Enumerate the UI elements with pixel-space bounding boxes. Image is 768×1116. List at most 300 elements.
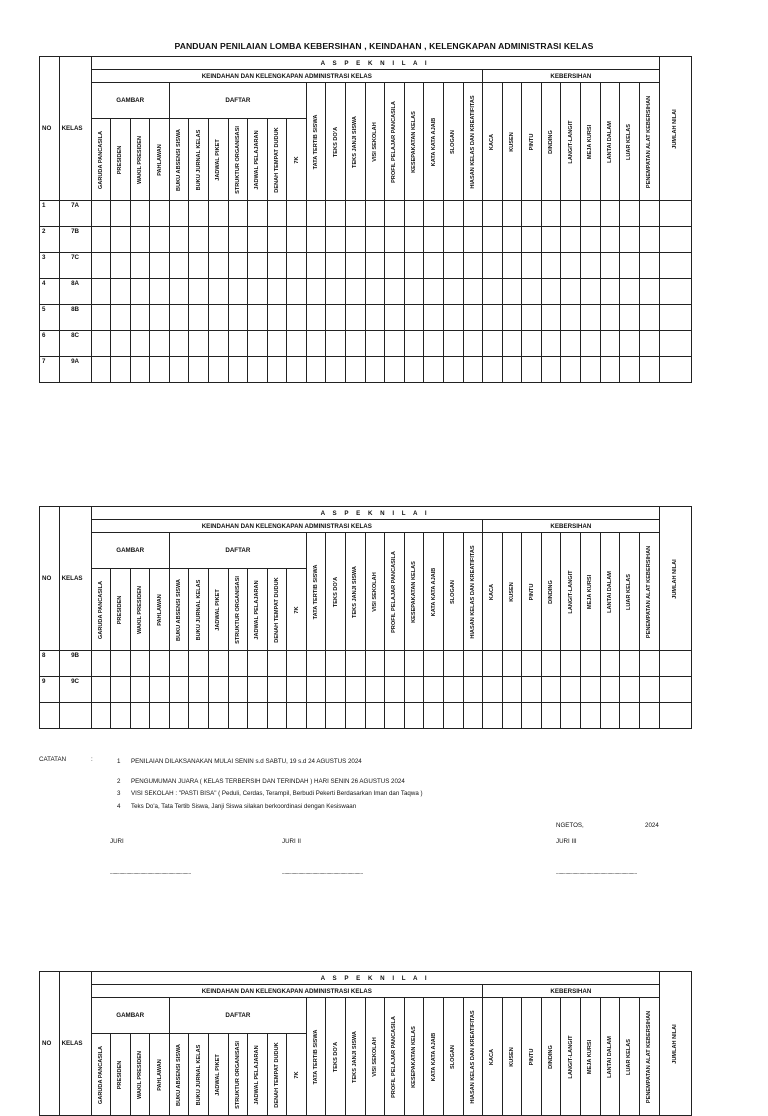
score-cell[interactable] [600, 677, 620, 703]
score-cell[interactable] [463, 703, 483, 729]
score-cell[interactable] [209, 357, 229, 383]
score-cell[interactable] [365, 331, 385, 357]
score-cell[interactable] [91, 677, 111, 703]
score-cell[interactable] [111, 703, 131, 729]
score-cell[interactable] [130, 201, 150, 227]
score-cell[interactable] [287, 201, 307, 227]
score-cell[interactable] [326, 331, 346, 357]
score-cell[interactable] [189, 279, 209, 305]
score-cell[interactable] [228, 201, 248, 227]
score-cell[interactable] [228, 305, 248, 331]
score-cell[interactable] [541, 227, 561, 253]
score-cell[interactable] [483, 253, 503, 279]
score-cell[interactable] [248, 227, 268, 253]
score-cell[interactable] [287, 253, 307, 279]
score-cell[interactable] [580, 279, 600, 305]
score-cell[interactable] [443, 201, 463, 227]
score-cell[interactable] [522, 677, 542, 703]
score-cell[interactable] [248, 305, 268, 331]
score-cell[interactable] [385, 227, 405, 253]
score-cell[interactable] [541, 357, 561, 383]
score-cell[interactable] [541, 253, 561, 279]
score-cell[interactable] [209, 279, 229, 305]
score-cell[interactable] [130, 279, 150, 305]
score-cell[interactable] [91, 279, 111, 305]
score-cell[interactable] [150, 677, 170, 703]
score-cell[interactable] [248, 651, 268, 677]
score-cell[interactable] [541, 651, 561, 677]
score-cell[interactable] [424, 677, 444, 703]
score-cell[interactable] [483, 651, 503, 677]
score-cell[interactable] [228, 331, 248, 357]
score-cell[interactable] [365, 227, 385, 253]
score-cell[interactable] [541, 703, 561, 729]
score-cell[interactable] [502, 331, 522, 357]
score-cell[interactable] [248, 253, 268, 279]
score-cell[interactable] [561, 227, 581, 253]
score-cell[interactable] [150, 305, 170, 331]
score-cell[interactable] [580, 703, 600, 729]
score-cell[interactable] [620, 253, 640, 279]
score-cell[interactable] [209, 305, 229, 331]
score-cell[interactable] [111, 227, 131, 253]
score-cell[interactable] [659, 201, 691, 227]
score-cell[interactable] [580, 357, 600, 383]
score-cell[interactable] [228, 253, 248, 279]
score-cell[interactable] [365, 651, 385, 677]
score-cell[interactable] [541, 305, 561, 331]
score-cell[interactable] [443, 331, 463, 357]
score-cell[interactable] [659, 279, 691, 305]
score-cell[interactable] [287, 357, 307, 383]
score-cell[interactable] [541, 677, 561, 703]
score-cell[interactable] [248, 279, 268, 305]
score-cell[interactable] [502, 305, 522, 331]
score-cell[interactable] [306, 253, 326, 279]
score-cell[interactable] [620, 305, 640, 331]
score-cell[interactable] [463, 331, 483, 357]
score-cell[interactable] [326, 227, 346, 253]
score-cell[interactable] [228, 703, 248, 729]
score-cell[interactable] [424, 357, 444, 383]
score-cell[interactable] [365, 201, 385, 227]
score-cell[interactable] [424, 703, 444, 729]
score-cell[interactable] [365, 357, 385, 383]
score-cell[interactable] [306, 651, 326, 677]
score-cell[interactable] [443, 305, 463, 331]
score-cell[interactable] [600, 305, 620, 331]
score-cell[interactable] [424, 331, 444, 357]
score-cell[interactable] [346, 201, 366, 227]
score-cell[interactable] [385, 677, 405, 703]
score-cell[interactable] [169, 253, 189, 279]
score-cell[interactable] [150, 331, 170, 357]
score-cell[interactable] [424, 253, 444, 279]
score-cell[interactable] [463, 677, 483, 703]
score-cell[interactable] [111, 279, 131, 305]
score-cell[interactable] [463, 651, 483, 677]
score-cell[interactable] [326, 703, 346, 729]
score-cell[interactable] [346, 279, 366, 305]
score-cell[interactable] [483, 201, 503, 227]
score-cell[interactable] [111, 651, 131, 677]
score-cell[interactable] [404, 677, 424, 703]
score-cell[interactable] [600, 331, 620, 357]
score-cell[interactable] [130, 357, 150, 383]
score-cell[interactable] [424, 201, 444, 227]
score-cell[interactable] [600, 201, 620, 227]
score-cell[interactable] [267, 357, 287, 383]
score-cell[interactable] [326, 279, 346, 305]
score-cell[interactable] [404, 253, 424, 279]
score-cell[interactable] [502, 201, 522, 227]
score-cell[interactable] [248, 201, 268, 227]
score-cell[interactable] [443, 651, 463, 677]
score-cell[interactable] [111, 357, 131, 383]
score-cell[interactable] [659, 227, 691, 253]
score-cell[interactable] [267, 651, 287, 677]
score-cell[interactable] [502, 651, 522, 677]
score-cell[interactable] [424, 227, 444, 253]
score-cell[interactable] [639, 227, 659, 253]
score-cell[interactable] [326, 357, 346, 383]
score-cell[interactable] [248, 677, 268, 703]
score-cell[interactable] [404, 227, 424, 253]
score-cell[interactable] [522, 253, 542, 279]
score-cell[interactable] [209, 201, 229, 227]
score-cell[interactable] [620, 227, 640, 253]
score-cell[interactable] [561, 201, 581, 227]
score-cell[interactable] [483, 331, 503, 357]
score-cell[interactable] [502, 703, 522, 729]
score-cell[interactable] [91, 331, 111, 357]
score-cell[interactable] [111, 677, 131, 703]
score-cell[interactable] [580, 677, 600, 703]
score-cell[interactable] [169, 305, 189, 331]
score-cell[interactable] [130, 253, 150, 279]
score-cell[interactable] [385, 279, 405, 305]
score-cell[interactable] [600, 279, 620, 305]
score-cell[interactable] [150, 201, 170, 227]
score-cell[interactable] [365, 253, 385, 279]
score-cell[interactable] [169, 227, 189, 253]
score-cell[interactable] [346, 253, 366, 279]
score-cell[interactable] [326, 201, 346, 227]
score-cell[interactable] [267, 305, 287, 331]
score-cell[interactable] [522, 305, 542, 331]
score-cell[interactable] [659, 651, 691, 677]
score-cell[interactable] [659, 703, 691, 729]
score-cell[interactable] [306, 227, 326, 253]
score-cell[interactable] [287, 331, 307, 357]
score-cell[interactable] [111, 253, 131, 279]
score-cell[interactable] [111, 305, 131, 331]
score-cell[interactable] [306, 357, 326, 383]
score-cell[interactable] [287, 305, 307, 331]
score-cell[interactable] [169, 201, 189, 227]
score-cell[interactable] [365, 279, 385, 305]
score-cell[interactable] [346, 677, 366, 703]
score-cell[interactable] [111, 331, 131, 357]
score-cell[interactable] [580, 305, 600, 331]
score-cell[interactable] [130, 331, 150, 357]
score-cell[interactable] [404, 703, 424, 729]
score-cell[interactable] [463, 357, 483, 383]
score-cell[interactable] [306, 677, 326, 703]
score-cell[interactable] [209, 227, 229, 253]
score-cell[interactable] [463, 201, 483, 227]
score-cell[interactable] [346, 227, 366, 253]
score-cell[interactable] [306, 703, 326, 729]
score-cell[interactable] [306, 305, 326, 331]
score-cell[interactable] [150, 279, 170, 305]
score-cell[interactable] [228, 227, 248, 253]
score-cell[interactable] [404, 279, 424, 305]
score-cell[interactable] [463, 279, 483, 305]
score-cell[interactable] [346, 305, 366, 331]
score-cell[interactable] [169, 677, 189, 703]
score-cell[interactable] [483, 703, 503, 729]
score-cell[interactable] [91, 253, 111, 279]
score-cell[interactable] [463, 305, 483, 331]
score-cell[interactable] [404, 651, 424, 677]
score-cell[interactable] [580, 227, 600, 253]
score-cell[interactable] [346, 357, 366, 383]
score-cell[interactable] [287, 227, 307, 253]
score-cell[interactable] [228, 357, 248, 383]
score-cell[interactable] [326, 677, 346, 703]
score-cell[interactable] [169, 651, 189, 677]
score-cell[interactable] [385, 703, 405, 729]
score-cell[interactable] [600, 357, 620, 383]
score-cell[interactable] [620, 677, 640, 703]
score-cell[interactable] [639, 357, 659, 383]
score-cell[interactable] [91, 227, 111, 253]
score-cell[interactable] [620, 651, 640, 677]
score-cell[interactable] [639, 703, 659, 729]
score-cell[interactable] [639, 201, 659, 227]
score-cell[interactable] [385, 331, 405, 357]
score-cell[interactable] [91, 305, 111, 331]
score-cell[interactable] [306, 331, 326, 357]
score-cell[interactable] [561, 279, 581, 305]
score-cell[interactable] [620, 331, 640, 357]
score-cell[interactable] [639, 651, 659, 677]
score-cell[interactable] [502, 677, 522, 703]
score-cell[interactable] [600, 253, 620, 279]
score-cell[interactable] [404, 331, 424, 357]
score-cell[interactable] [91, 201, 111, 227]
score-cell[interactable] [522, 331, 542, 357]
score-cell[interactable] [580, 651, 600, 677]
score-cell[interactable] [209, 253, 229, 279]
score-cell[interactable] [365, 703, 385, 729]
score-cell[interactable] [541, 331, 561, 357]
score-cell[interactable] [639, 279, 659, 305]
score-cell[interactable] [443, 279, 463, 305]
score-cell[interactable] [580, 201, 600, 227]
score-cell[interactable] [600, 651, 620, 677]
score-cell[interactable] [365, 677, 385, 703]
score-cell[interactable] [267, 331, 287, 357]
score-cell[interactable] [209, 651, 229, 677]
score-cell[interactable] [561, 331, 581, 357]
score-cell[interactable] [267, 201, 287, 227]
score-cell[interactable] [267, 279, 287, 305]
score-cell[interactable] [620, 703, 640, 729]
score-cell[interactable] [561, 305, 581, 331]
score-cell[interactable] [385, 651, 405, 677]
score-cell[interactable] [443, 357, 463, 383]
score-cell[interactable] [150, 651, 170, 677]
score-cell[interactable] [346, 651, 366, 677]
score-cell[interactable] [189, 227, 209, 253]
score-cell[interactable] [404, 357, 424, 383]
score-cell[interactable] [443, 253, 463, 279]
score-cell[interactable] [463, 253, 483, 279]
score-cell[interactable] [600, 703, 620, 729]
score-cell[interactable] [522, 201, 542, 227]
score-cell[interactable] [561, 677, 581, 703]
score-cell[interactable] [130, 703, 150, 729]
score-cell[interactable] [209, 677, 229, 703]
score-cell[interactable] [130, 651, 150, 677]
score-cell[interactable] [91, 703, 111, 729]
score-cell[interactable] [189, 651, 209, 677]
score-cell[interactable] [659, 677, 691, 703]
score-cell[interactable] [365, 305, 385, 331]
score-cell[interactable] [346, 703, 366, 729]
score-cell[interactable] [639, 305, 659, 331]
score-cell[interactable] [130, 227, 150, 253]
score-cell[interactable] [150, 703, 170, 729]
score-cell[interactable] [228, 677, 248, 703]
score-cell[interactable] [228, 651, 248, 677]
score-cell[interactable] [620, 357, 640, 383]
score-cell[interactable] [91, 651, 111, 677]
score-cell[interactable] [659, 331, 691, 357]
score-cell[interactable] [463, 227, 483, 253]
score-cell[interactable] [659, 357, 691, 383]
score-cell[interactable] [561, 703, 581, 729]
score-cell[interactable] [248, 331, 268, 357]
score-cell[interactable] [189, 305, 209, 331]
score-cell[interactable] [639, 331, 659, 357]
score-cell[interactable] [561, 651, 581, 677]
score-cell[interactable] [639, 253, 659, 279]
score-cell[interactable] [385, 305, 405, 331]
score-cell[interactable] [189, 253, 209, 279]
score-cell[interactable] [346, 331, 366, 357]
score-cell[interactable] [189, 331, 209, 357]
score-cell[interactable] [287, 703, 307, 729]
score-cell[interactable] [659, 305, 691, 331]
score-cell[interactable] [522, 651, 542, 677]
score-cell[interactable] [150, 357, 170, 383]
score-cell[interactable] [248, 703, 268, 729]
score-cell[interactable] [443, 677, 463, 703]
score-cell[interactable] [385, 201, 405, 227]
score-cell[interactable] [580, 331, 600, 357]
score-cell[interactable] [443, 227, 463, 253]
score-cell[interactable] [522, 703, 542, 729]
score-cell[interactable] [483, 677, 503, 703]
score-cell[interactable] [169, 357, 189, 383]
score-cell[interactable] [659, 253, 691, 279]
score-cell[interactable] [561, 253, 581, 279]
score-cell[interactable] [502, 279, 522, 305]
score-cell[interactable] [267, 227, 287, 253]
score-cell[interactable] [189, 201, 209, 227]
score-cell[interactable] [424, 279, 444, 305]
score-cell[interactable] [150, 227, 170, 253]
score-cell[interactable] [169, 279, 189, 305]
score-cell[interactable] [502, 357, 522, 383]
score-cell[interactable] [424, 651, 444, 677]
score-cell[interactable] [306, 201, 326, 227]
score-cell[interactable] [228, 279, 248, 305]
score-cell[interactable] [522, 227, 542, 253]
score-cell[interactable] [502, 253, 522, 279]
score-cell[interactable] [91, 357, 111, 383]
score-cell[interactable] [209, 703, 229, 729]
score-cell[interactable] [639, 677, 659, 703]
score-cell[interactable] [326, 305, 346, 331]
score-cell[interactable] [600, 227, 620, 253]
score-cell[interactable] [443, 703, 463, 729]
score-cell[interactable] [385, 357, 405, 383]
score-cell[interactable] [483, 305, 503, 331]
score-cell[interactable] [541, 279, 561, 305]
score-cell[interactable] [385, 253, 405, 279]
score-cell[interactable] [561, 357, 581, 383]
score-cell[interactable] [287, 279, 307, 305]
score-cell[interactable] [404, 305, 424, 331]
score-cell[interactable] [620, 201, 640, 227]
score-cell[interactable] [150, 253, 170, 279]
score-cell[interactable] [306, 279, 326, 305]
score-cell[interactable] [483, 227, 503, 253]
score-cell[interactable] [483, 357, 503, 383]
score-cell[interactable] [267, 703, 287, 729]
score-cell[interactable] [189, 357, 209, 383]
score-cell[interactable] [287, 651, 307, 677]
score-cell[interactable] [248, 357, 268, 383]
score-cell[interactable] [580, 253, 600, 279]
score-cell[interactable] [620, 279, 640, 305]
score-cell[interactable] [169, 703, 189, 729]
score-cell[interactable] [404, 201, 424, 227]
score-cell[interactable] [267, 253, 287, 279]
score-cell[interactable] [287, 677, 307, 703]
score-cell[interactable] [522, 357, 542, 383]
score-cell[interactable] [169, 331, 189, 357]
score-cell[interactable] [111, 201, 131, 227]
score-cell[interactable] [130, 677, 150, 703]
score-cell[interactable] [522, 279, 542, 305]
score-cell[interactable] [189, 677, 209, 703]
score-cell[interactable] [267, 677, 287, 703]
score-cell[interactable] [326, 651, 346, 677]
score-cell[interactable] [130, 305, 150, 331]
score-cell[interactable] [189, 703, 209, 729]
score-cell[interactable] [209, 331, 229, 357]
score-cell[interactable] [424, 305, 444, 331]
score-cell[interactable] [326, 253, 346, 279]
score-cell[interactable] [541, 201, 561, 227]
score-cell[interactable] [483, 279, 503, 305]
score-cell[interactable] [502, 227, 522, 253]
